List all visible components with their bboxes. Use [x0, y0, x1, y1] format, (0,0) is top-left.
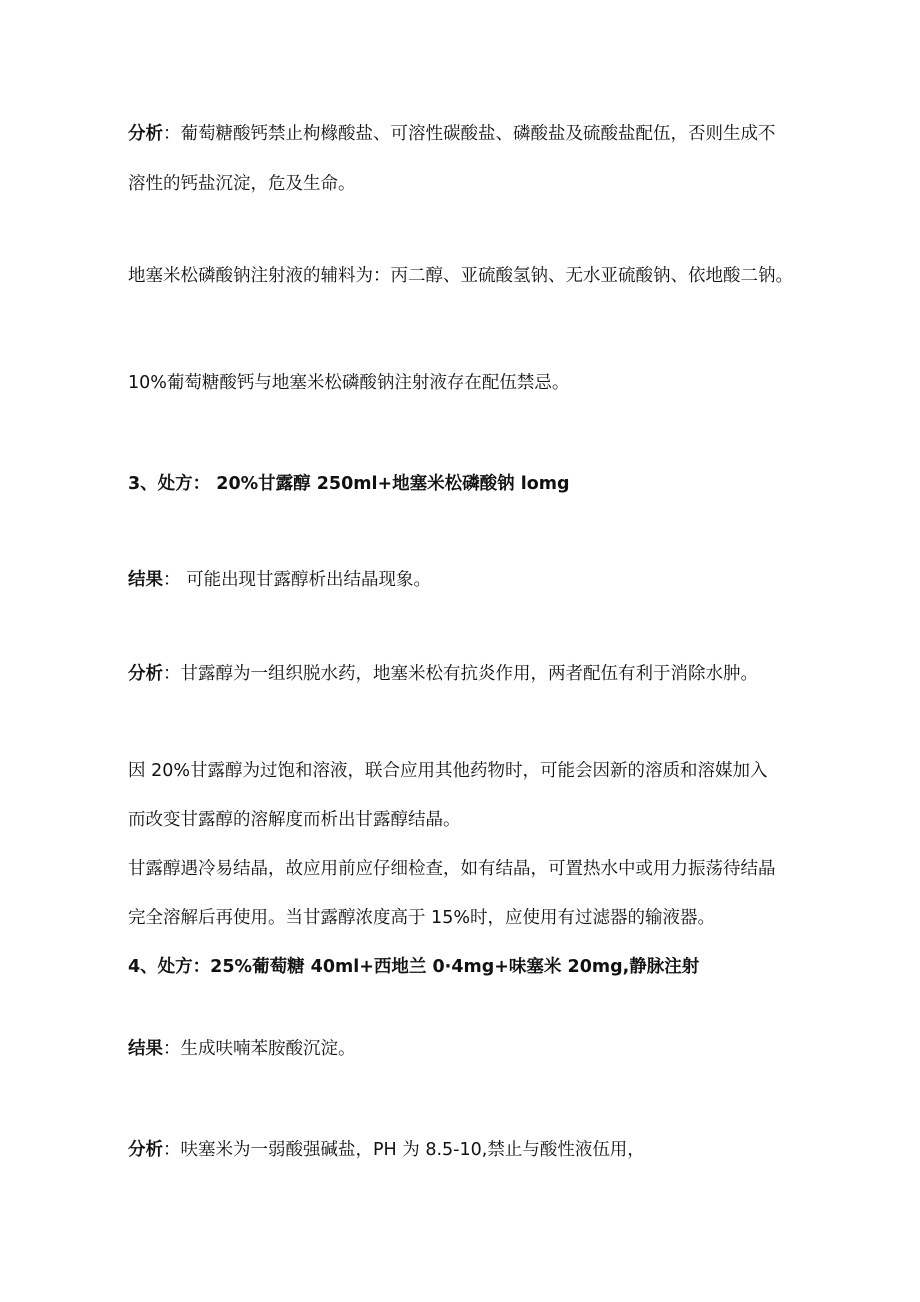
paragraph-supersaturated-line-2: 而改变甘露醇的溶解度而析出甘露醇结晶。: [128, 810, 461, 830]
paragraph-analysis-1: [128, 122, 824, 146]
paragraph-incompatibility: 10%葡萄糖酸钙与地塞米松磷酸钠注射液存在配伍禁忌。: [128, 373, 570, 393]
result-text: ：生成呋喃苯胺酸沉淀。: [163, 1039, 356, 1059]
paragraph-crystallization-line-2: 完全溶解后再使用。当甘露醇浓度高于 15%时，应使用有过滤器的输液器。: [128, 908, 715, 928]
paragraph-analysis-1-continued: 溶性的钙盐沉淀，危及生命。: [128, 174, 356, 194]
result-label: 结果: [128, 1039, 163, 1059]
paragraph-excipients: 地塞米松磷酸钠注射液的辅料为：丙二醇、亚硫酸氢钠、无水亚硫酸钠、依地酸二钠。: [128, 266, 793, 286]
result-label: 结果: [128, 570, 163, 590]
analysis-text: ：呋塞米为一弱酸强碱盐，PH 为 8.5-10,禁止与酸性液伍用，: [163, 1140, 645, 1160]
analysis-label: 分析: [128, 124, 163, 144]
result-3: [128, 568, 824, 592]
result-4: [128, 1037, 824, 1061]
analysis-3: [128, 662, 824, 686]
analysis-label: 分析: [128, 1140, 163, 1160]
analysis-4: [128, 1138, 824, 1162]
result-text: ： 可能出现甘露醇析出结晶现象。: [163, 570, 432, 590]
analysis-text: ：甘露醇为一组织脱水药，地塞米松有抗炎作用，两者配伍有利于消除水肿。: [163, 664, 758, 684]
paragraph-crystallization-line-1: 甘露醇遇冷易结晶，故应用前应仔细检查，如有结晶，可置热水中或用力振荡待结晶: [128, 859, 776, 879]
prescription-3-heading: 3、处方： 20%甘露醇 250ml+地塞米松磷酸钠 lomg: [128, 474, 570, 494]
analysis-label: 分析: [128, 664, 163, 684]
prescription-4-heading: 4、处方：25%葡萄糖 40ml+西地兰 0·4mg+味塞米 20mg,静脉注射: [128, 957, 700, 977]
analysis-text: ：葡萄糖酸钙禁止枸橼酸盐、可溶性碳酸盐、磷酸盐及硫酸盐配伍，否则生成不: [163, 124, 776, 144]
paragraph-supersaturated-line-1: 因 20%甘露醇为过饱和溶液，联合应用其他药物时，可能会因新的溶质和溶媒加入: [128, 761, 768, 781]
